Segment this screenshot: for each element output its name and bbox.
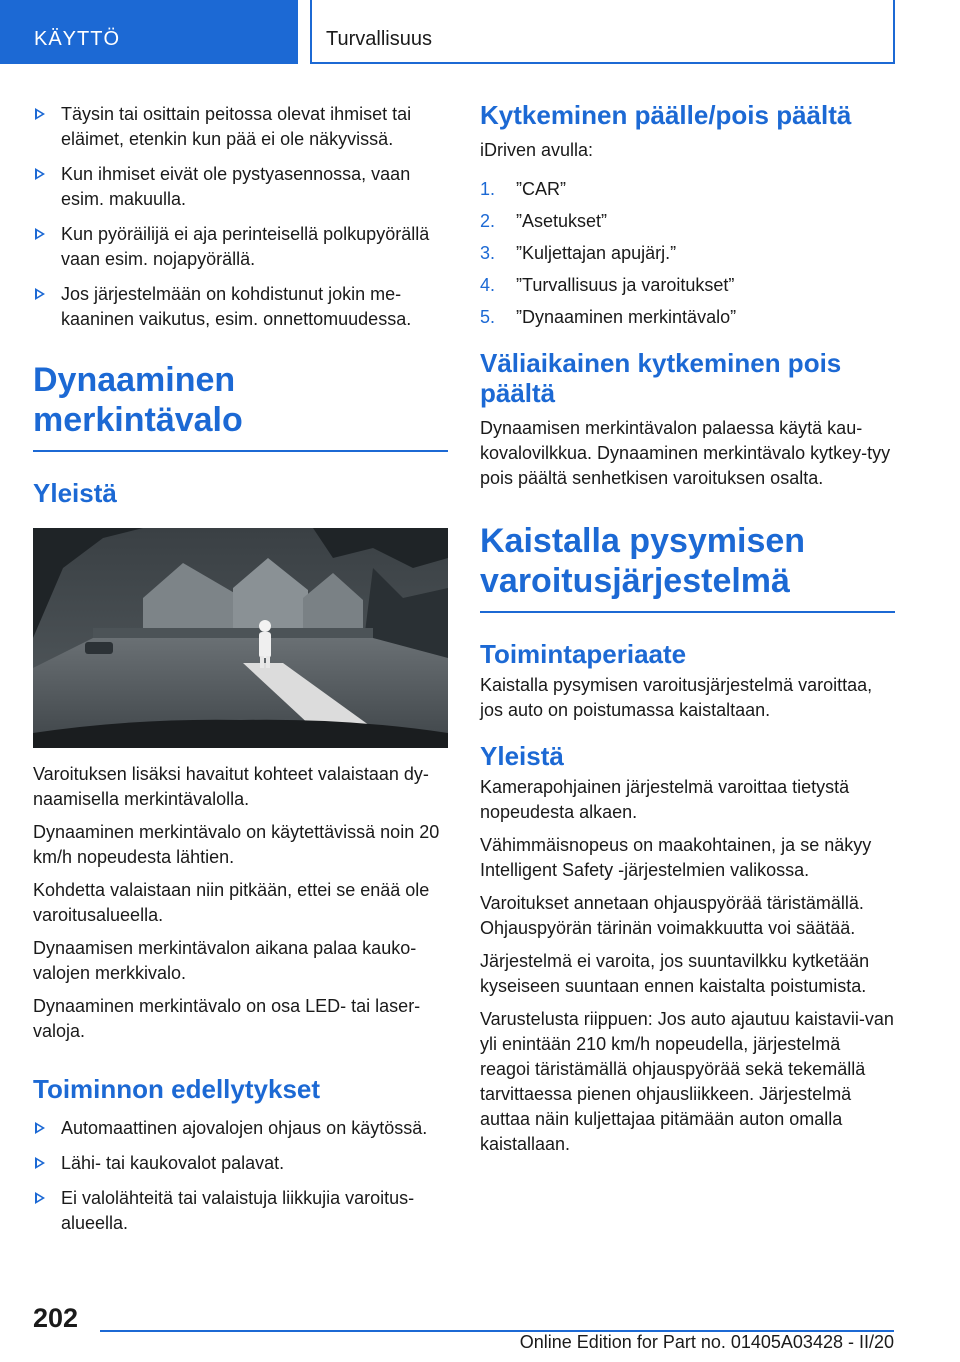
triangle-bullet-icon — [35, 168, 45, 180]
list-item: 5. ”Dynaaminen merkintävalo” — [480, 307, 737, 327]
subsection-title-general: Yleistä — [480, 741, 564, 771]
header-section-tab: KÄYTTÖ — [0, 0, 298, 64]
page-number: 202 — [33, 1303, 79, 1333]
night-road-illustration — [33, 528, 448, 748]
triangle-bullet-icon — [35, 1157, 45, 1169]
subsection-title-requirements: Toiminnon edellytykset — [33, 1074, 321, 1104]
triangle-bullet-icon — [35, 228, 45, 240]
list-item: 1. ”CAR” — [480, 179, 566, 199]
paragraph: Vähimmäisnopeus on maakohtainen, ja se näkyy Intelligent Safety -järjestelmien valikossa. — [480, 835, 872, 880]
paragraph: Järjestelmä ei varoita, jos suuntavilkku kytketään kyseiseen suuntaan ennen kaistalta poistumista. — [480, 951, 870, 996]
right-column — [480, 100, 895, 1165]
paragraph: Varoitukset annetaan ohjauspyörää täristämällä. Ohjauspyörän tärinän voimakkuutta voi säätää. — [480, 893, 864, 938]
steps-list — [480, 177, 895, 330]
list-item: Ei valolähteitä tai valaistuja liikkujia varoitus‐alueella. — [33, 1186, 448, 1236]
paragraph: iDriven avulla: — [480, 140, 594, 160]
paragraph: Dynaaminen merkintävalo on osa LED- tai laser‐valoja. — [33, 996, 421, 1041]
list-item: 3. ”Kuljettajan apujärj.” — [480, 243, 677, 263]
list-item: 2. ”Asetukset” — [480, 211, 608, 231]
paragraph: Dynaamisen merkintävalon palaessa käytä kau‐kovalovilkkua. Dynaaminen merkintävalo kytkey‐tyy pois päältä senhetkisen varoituksen osalta. — [480, 418, 891, 488]
section-title-dynamic-marking-light: Dynaaminen merkintävalo — [33, 360, 448, 452]
subsection-title-principle: Toimintaperiaate — [480, 639, 687, 669]
list-item: Kun pyöräilijä ei aja perinteisellä polkupyörällä vaan esim. nojapyörällä. — [33, 222, 448, 272]
list-item: Täysin tai osittain peitossa olevat ihmiset tai eläimet, etenkin kun pää ei ole näkyvissä. — [33, 102, 448, 152]
footer-edition-text: Online Edition for Part no. 01405A03428 - II/20 — [519, 1332, 894, 1352]
subsection-title-temporary-off: Väliaikainen kytkeminen pois päältä — [480, 348, 842, 408]
list-item: 4. ”Turvallisuus ja varoitukset” — [480, 275, 735, 295]
section-title-lane-departure-warning: Kaistalla pysymisen varoitusjärjestelmä — [480, 521, 895, 613]
triangle-bullet-icon — [35, 108, 45, 120]
list-item: Lähi- tai kaukovalot palavat. — [33, 1151, 448, 1176]
triangle-bullet-icon — [35, 1122, 45, 1134]
paragraph: Kamerapohjainen järjestelmä varoittaa tietystä nopeudesta alkaen. — [480, 777, 850, 822]
paragraph: Varustelusta riippuen: Jos auto ajautuu kaistavii‐van yli enintään 210 km/h nopeudella, järjestelmä reagoi täristämällä ohjauspyörää sekä tekemällä tarvittaessa pienen ohjausliikkeen. Järjestelmä auttaa näin kuljettajaa pitämään auton omalla kaistallaan. — [480, 1009, 894, 1154]
paragraph: Varoituksen lisäksi havaitut kohteet valaistaan dy‐naamisella merkintävalolla. — [33, 764, 429, 809]
paragraph: Dynaamisen merkintävalon aikana palaa kauko‐valojen merkkivalo. — [33, 938, 417, 983]
list-item: Automaattinen ajovalojen ohjaus on käytössä. — [33, 1116, 448, 1141]
paragraph: Kaistalla pysymisen varoitusjärjestelmä varoittaa, jos auto on poistumassa kaistaltaan. — [480, 675, 873, 720]
subsection-title-general: Yleistä — [33, 478, 117, 508]
intro-bullet-list — [33, 102, 448, 332]
paragraph: Kohdetta valaistaan niin pitkään, ettei se enää ole varoitusalueella. — [33, 880, 430, 925]
subsection-title-switch-on-off: Kytkeminen päälle/pois päältä — [480, 100, 852, 130]
triangle-bullet-icon — [35, 1192, 45, 1204]
header-chapter-title: Turvallisuus — [310, 0, 895, 64]
left-column — [33, 102, 448, 1246]
list-item: Jos järjestelmään on kohdistunut jokin me‐kaaninen vaikutus, esim. onnettomuudessa. — [33, 282, 448, 332]
requirements-bullet-list — [33, 1116, 448, 1236]
paragraph: Dynaaminen merkintävalo on käytettävissä noin 20 km/h nopeudesta lähtien. — [33, 822, 440, 867]
triangle-bullet-icon — [35, 288, 45, 300]
list-item: Kun ihmiset eivät ole pystyasennossa, vaan esim. makuulla. — [33, 162, 448, 212]
